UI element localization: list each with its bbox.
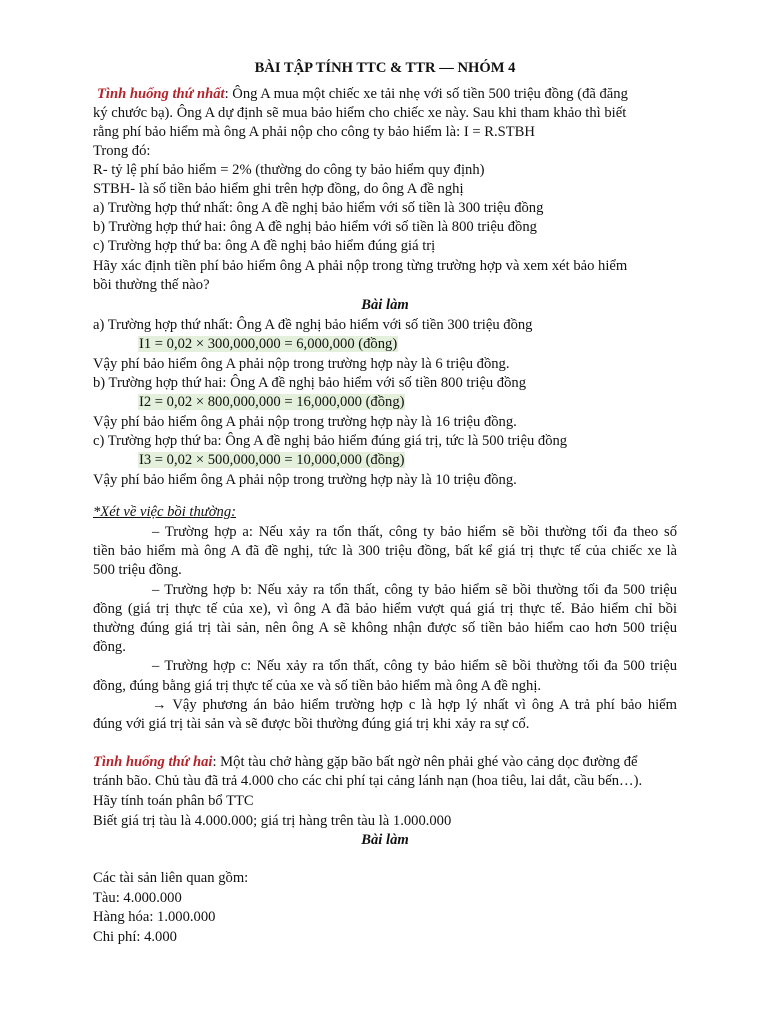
solution-c-heading: c) Trường hợp thứ ba: Ông A đề nghị bảo hiểm đúng giá trị, tức là 500 triệu đồng [93, 433, 568, 449]
case1-intro-line2: ký chước bạ). Ông A dự định sẽ mua bảo hiểm cho chiếc xe này. Sau khi tham khảo thì biết [93, 105, 627, 121]
compensation-title: *Xét về việc bồi thường: [93, 504, 236, 520]
case1-where: Trong đó: [93, 143, 151, 159]
case1-option-c: c) Trường hợp thứ ba: ông A đề nghị bảo hiểm đúng giá trị [93, 238, 436, 254]
case2-asset-cost: Chi phí: 4.000 [93, 929, 177, 945]
case1-question-line2: bồi thường thế nào? [93, 277, 210, 293]
case2-label: Tình huống thứ hai [93, 754, 213, 770]
compensation-b-line4: đồng. [93, 639, 126, 655]
case2-intro-line2: tránh bão. Chủ tàu đã trả 4.000 cho các chi phí tại cảng lánh nạn (hoa tiêu, lai dắt, cầu bến…). [93, 773, 643, 789]
case1-option-b: b) Trường hợp thứ hai: ông A đề nghị bảo hiểm với số tiền là 800 triệu đồng [93, 219, 537, 235]
case1-intro-line3: rằng phí bảo hiểm mà ông A phải nộp cho công ty bảo hiểm là: I = R.STBH [93, 124, 535, 140]
formula-i2 [138, 393, 405, 412]
formula-i3 [138, 451, 405, 470]
case2-asset-ship: Tàu: 4.000.000 [93, 890, 182, 906]
compensation-b-line3: thường đúng giá trị tài sản, nên ông A sẽ không nhận được số tiền bảo hiểm cao hơn 500 triệu [93, 620, 677, 636]
case1-question-line1: Hãy xác định tiền phí bảo hiểm ông A phải nộp trong từng trường hợp và xem xét bảo hiểm [93, 258, 628, 274]
formula-i2-highlight: I2 = 0,02 × 800,000,000 = 16,000,000 (đồng) [139, 394, 405, 410]
compensation-a-line3: 500 triệu đồng. [93, 562, 182, 578]
case2-asset-cargo: Hàng hóa: 1.000.000 [93, 909, 216, 925]
case1-option-a: a) Trường hợp thứ nhất: ông A đề nghị bảo hiểm với số tiền là 300 triệu đồng [93, 200, 544, 216]
case1-r-definition: R- tỷ lệ phí bảo hiểm = 2% (thường do công ty bảo hiểm quy định) [93, 162, 485, 178]
compensation-c-line1: – Trường hợp c: Nếu xảy ra tổn thất, công ty bảo hiểm sẽ bồi thường tối đa 500 triệu [152, 658, 677, 674]
compensation-b-line1: – Trường hợp b: Nếu xảy ra tổn thất, công ty bảo hiểm sẽ bồi thường tối đa 500 triệu [152, 582, 677, 598]
solution-a-heading: a) Trường hợp thứ nhất: Ông A đề nghị bảo hiểm với số tiền 300 triệu đồng [93, 317, 533, 333]
case2-given: Biết giá trị tàu là 4.000.000; giá trị hàng trên tàu là 1.000.000 [93, 813, 452, 829]
case2-intro-line1 [93, 753, 677, 772]
conclusion-line1: → Vậy phương án bảo hiểm trường hợp c là hợp lý nhất vì ông A trả phí bảo hiểm [152, 697, 677, 713]
case2-assets-intro: Các tài sản liên quan gồm: [93, 870, 249, 886]
conclusion-line2: đúng với giá trị tài sản và sẽ được bồi thường đúng giá trị khi xảy ra sự cố. [93, 716, 530, 732]
formula-i3-highlight: I3 = 0,02 × 500,000,000 = 10,000,000 (đồng) [139, 452, 405, 468]
result-b: Vậy phí bảo hiểm ông A phải nộp trong trường hợp này là 16 triệu đồng. [93, 414, 517, 430]
formula-i1 [138, 335, 398, 354]
case2-solution-title: Bài làm [361, 832, 409, 848]
case1-solution-title: Bài làm [361, 297, 409, 313]
case1-intro-line1 [97, 85, 677, 104]
compensation-a-line2: tiền bảo hiểm mà ông A đã đề nghị, tức là 300 triệu đồng, bất kể giá trị thực tế của chiếc xe là [93, 543, 677, 559]
case2-intro-text1: : Một tàu chở hàng gặp bão bất ngờ nên phải ghé vào cảng dọc đường để [212, 754, 638, 770]
document-title: BÀI TẬP TÍNH TTC & TTR — NHÓM 4 [254, 60, 516, 76]
case1-intro-text1: : Ông A mua một chiếc xe tải nhẹ với số tiền 500 triệu đồng (đã đăng [224, 86, 628, 102]
solution-b-heading: b) Trường hợp thứ hai: Ông A đề nghị bảo hiểm với số tiền 800 triệu đồng [93, 375, 526, 391]
case1-stbh-definition: STBH- là số tiền bảo hiểm ghi trên hợp đồng, do ông A đề nghị [93, 181, 464, 197]
case2-task: Hãy tính toán phân bổ TTC [93, 793, 254, 809]
result-c: Vậy phí bảo hiểm ông A phải nộp trong trường hợp này là 10 triệu đồng. [93, 472, 517, 488]
compensation-a-line1: – Trường hợp a: Nếu xảy ra tổn thất, công ty bảo hiểm sẽ bồi thường tối đa theo số [152, 524, 677, 540]
formula-i1-highlight: I1 = 0,02 × 300,000,000 = 6,000,000 (đồng) [139, 336, 398, 352]
compensation-c-line2: đồng, đúng bằng giá trị thực tế của xe và số tiền bảo hiểm mà ông A đề nghị. [93, 678, 542, 694]
compensation-b-line2: đồng (giá trị thực tế của xe), vì ông A đã bảo hiểm vượt quá giá trị thực tế. Bảo hiểm chỉ bồi [93, 601, 677, 617]
result-a: Vậy phí bảo hiểm ông A phải nộp trong trường hợp này là 6 triệu đồng. [93, 356, 510, 372]
case1-label: Tình huống thứ nhất [97, 86, 225, 102]
